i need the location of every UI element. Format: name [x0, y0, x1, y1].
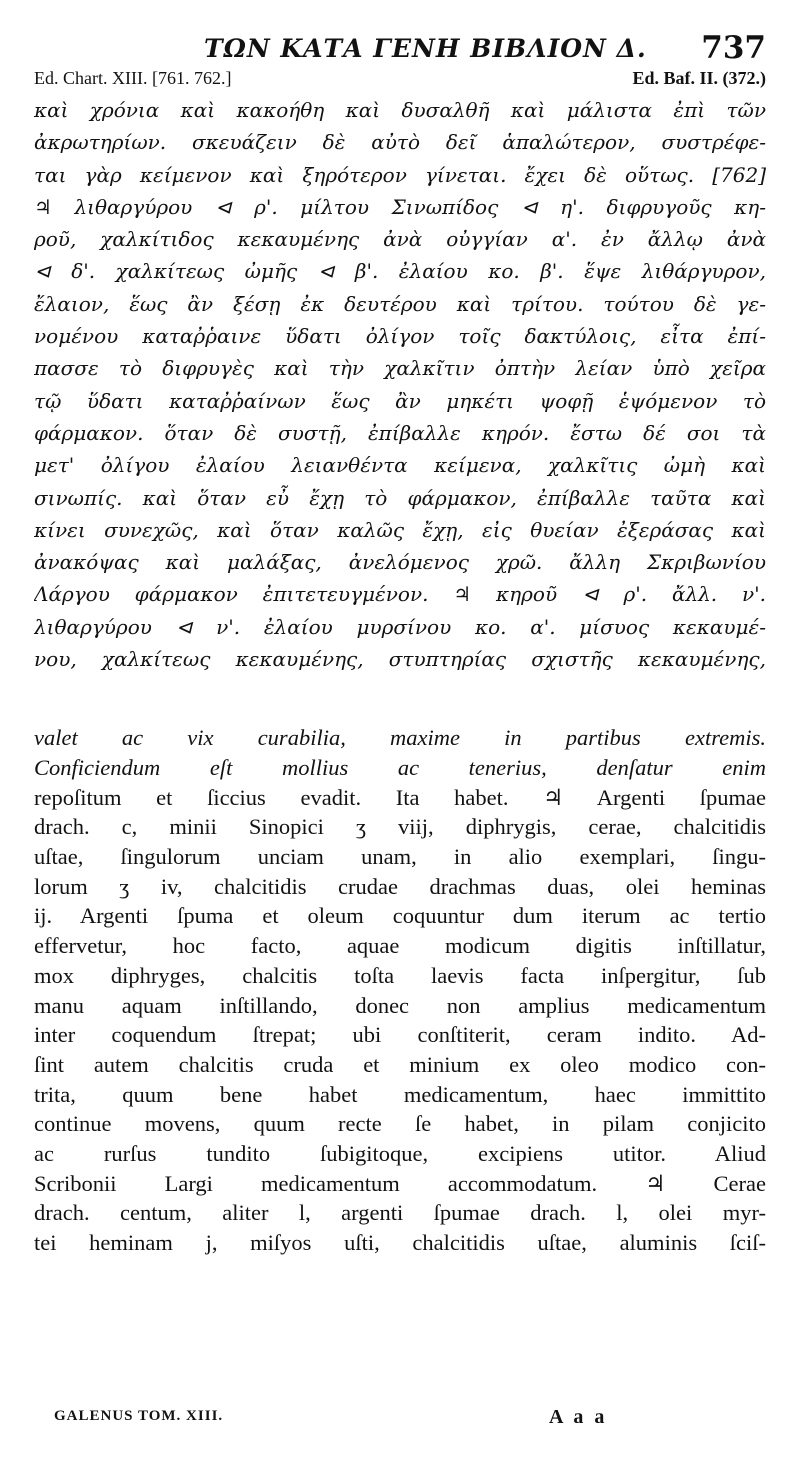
greek-text-line: τῷ ὕδατι καταῤῥαίνων ἕως ἂν μηκέτι ψοφῇ ἑψόμενον τὸ: [34, 388, 766, 413]
greek-text-line: ἔλαιον, ἕως ἂν ξέσῃ ἐκ δευτέρου καὶ τρίτου. τούτου δὲ γε-: [34, 291, 766, 316]
latin-text-line: Scribonii Largi medicamentum accommodatum. ♃ Cerae: [34, 1170, 766, 1196]
latin-text-line: mox diphryges, chalcitis toſta laevis facta inſpergitur, ſub: [34, 962, 766, 988]
greek-text-line: νου, χαλκίτεως κεκαυμένης, στυπτηρίας σχιστῆς κεκαυμένης,: [34, 647, 766, 672]
latin-text-line: continue movens, quum recte ſe habet, in pilam conjicito: [34, 1111, 766, 1137]
greek-text-line: νομένου καταῤῥαινε ὕδατι ὀλίγον τοῖς δακτύλοις, εἶτα ἐπί-: [34, 324, 766, 349]
greek-text-line: φάρμακον. ὅταν δὲ συστῇ, ἐπίβαλλε κηρόν. ἔστω δέ σοι τὰ: [34, 420, 766, 445]
latin-text-line: lorum ʒ iv, chalcitidis crudae drachmas duas, olei heminas: [34, 873, 766, 899]
latin-text-line: ij. Argenti ſpuma et oleum coquuntur dum iterum ac tertio: [34, 903, 766, 929]
signature-line: GALENUS TOM. XIII.: [54, 1408, 224, 1424]
latin-text-line: repoſitum et ſiccius evadit. Ita habet. ♃ Argenti ſpumae: [34, 784, 766, 810]
latin-text-line: inter coquendum ſtrepat; ubi conſtiterit, ceram indito. Ad-: [34, 1022, 766, 1048]
greek-text-line: ἀκρωτηρίων. σκευάζειν δὲ αὐτὸ δεῖ ἁπαλώτερον, συστρέφε-: [34, 130, 766, 155]
latin-text-line: drach. c, minii Sinopici ʒ viij, diphrygis, cerae, chalcitidis: [34, 814, 766, 840]
latin-text-line: trita, quum bene habet medicamentum, haec immittito: [34, 1081, 766, 1107]
page-footer: [54, 1408, 766, 1432]
greek-text-line: ♃ λιθαργύρου ⊲ ρ'. μίλτου Σινωπίδος ⊲ η'. διφρυγοῦς κη-: [34, 194, 766, 219]
gathering-mark: A a a: [549, 1406, 608, 1428]
greek-text-line: ροῦ, χαλκίτιδος κεκαυμένης ἀνὰ οὐγγίαν α'. ἐν ἄλλῳ ἀνὰ: [34, 227, 766, 252]
latin-text-line: ac rurſus tundito ſubigitoque, excipiens utitor. Aliud: [34, 1140, 766, 1166]
greek-text-block: [34, 94, 766, 675]
latin-text-line: drach. centum, aliter l, argenti ſpumae drach. l, olei myr-: [34, 1200, 766, 1226]
latin-text-line: valet ac vix curabilia, maxime in partibus extremis.: [34, 725, 766, 751]
latin-text-line: Conficiendum eſt mollius ac tenerius, denſatur enim: [34, 755, 766, 781]
latin-text-block: [34, 723, 766, 1257]
greek-text-line: πασσε τὸ διφρυγὲς καὶ τὴν χαλκῖτιν ὀπτὴν λείαν ὑπὸ χεῖρα: [34, 356, 766, 381]
running-title: ΤΩΝ ΚΑΤΑ ΓΕΝΗ ΒΙΒΛΙΟΝ Δ.: [204, 34, 647, 63]
greek-text-line: ται γὰρ κείμενον καὶ ξηρότερον γίνεται. ἔχει δὲ οὕτως. [762]: [34, 162, 766, 187]
greek-text-line: μετ' ὀλίγου ἐλαίου λειανθέντα κείμενα, χαλκῖτις ὠμὴ καὶ: [34, 453, 766, 478]
greek-text-line: καὶ χρόνια καὶ κακοήθη καὶ δυσαλθῆ καὶ μάλιστα ἐπὶ τῶν: [34, 98, 766, 122]
latin-text-line: manu aquam inſtillando, donec non amplius medicamentum: [34, 992, 766, 1018]
page-number: 737: [701, 30, 766, 66]
greek-text-line: σινωπίς. καὶ ὅταν εὖ ἔχῃ τὸ φάρμακον, ἐπίβαλλε ταῦτα καὶ: [34, 485, 766, 510]
edition-references: [34, 68, 766, 94]
latin-text-line: effervetur, hoc facto, aquae modicum digitis inſtillatur,: [34, 933, 766, 959]
greek-text-line: Λάργου φάρμακον ἐπιτετευγμένον. ♃ κηροῦ ⊲ ρ'. ἄλλ. ν'.: [34, 582, 766, 607]
greek-text-line: κίνει συνεχῶς, καὶ ὅταν καλῶς ἔχῃ, εἰς θυείαν ἐξεράσας καὶ: [34, 517, 766, 542]
latin-text-line: ſint autem chalcitis cruda et minium ex oleo modico con-: [34, 1051, 766, 1077]
greek-text-line: ἀνακόψας καὶ μαλάξας, ἀνελόμενος χρῶ. ἄλλη Σκριβωνίου: [34, 550, 766, 575]
latin-text-line: uſtae, ſingulorum unciam unam, in alio exemplari, ſingu-: [34, 844, 766, 870]
greek-text-line: λιθαργύρου ⊲ ν'. ἐλαίου μυρσίνου κο. α'. μίσυος κεκαυμέ-: [34, 614, 766, 639]
running-head: [34, 26, 766, 66]
edition-reference-basel: Ed. Baf. II. (372.): [632, 68, 766, 88]
edition-reference-chartier: Ed. Chart. XIII. [761. 762.]: [34, 68, 232, 88]
greek-text-line: ⊲ δ'. χαλκίτεως ὠμῆς ⊲ β'. ἐλαίου κο. β'. ἕψε λιθάργυρον,: [34, 259, 766, 284]
latin-text-line: tei heminam j, miſyos uſti, chalcitidis uſtae, aluminis ſciſ-: [34, 1230, 766, 1256]
